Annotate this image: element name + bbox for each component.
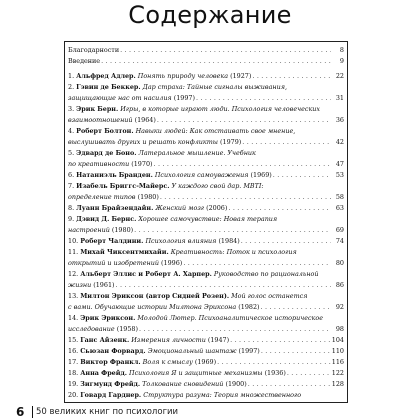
entry-year: (1947) [207, 336, 230, 344]
toc-entry [68, 126, 344, 148]
entry-author: Ганс Айзенк. [80, 336, 130, 344]
entry-line-1 [68, 181, 344, 192]
entry-line-1 [68, 214, 344, 225]
entry-book: Игры, в которые играют люди. Психология человеческих [120, 105, 321, 113]
leader-dots [248, 379, 331, 390]
entry-year: (1936) [264, 369, 286, 377]
entry-number: 3. [68, 105, 75, 113]
entry-line-1 [68, 291, 344, 302]
toc-entry [68, 346, 344, 357]
entry-book-cont: по креативности [68, 160, 130, 168]
entry-page: 63 [335, 204, 344, 212]
toc-entry [68, 56, 344, 67]
entry-heading [68, 335, 229, 346]
entry-author: Анна Фрейд. [80, 369, 127, 377]
entry-heading [68, 126, 295, 137]
leader-dots [183, 258, 331, 269]
entry-number: 13. [68, 292, 79, 300]
entry-page: 74 [335, 237, 344, 245]
entry-number: 19. [68, 380, 79, 388]
entry-heading [68, 214, 277, 225]
entry-line-1 [68, 390, 344, 401]
leader-dots [139, 324, 331, 335]
toc-entry [68, 82, 344, 104]
entry-page: 86 [335, 281, 344, 289]
entry-book-cont: защищающие нас от насилия [68, 94, 172, 102]
entry-year: (1969) [250, 171, 272, 179]
entry-continuation [68, 93, 195, 104]
entry-heading [68, 181, 264, 192]
entry-line-2 [68, 258, 344, 269]
entry-book: Дар страха: Тайные сигналы выживания, [142, 83, 288, 91]
toc-entry [68, 379, 344, 390]
entry-author: Зигмунд Фрейд. [80, 380, 141, 388]
entry-line-1 [68, 269, 344, 280]
entry-line-2 [68, 302, 344, 313]
entry-year: (1979) [220, 138, 242, 146]
entry-heading [68, 346, 260, 357]
toc-entry [68, 104, 344, 126]
entry-book: Эмоциональный шантаж [147, 347, 237, 355]
entry-title: Введение [68, 57, 101, 65]
leader-dots [241, 236, 331, 247]
entry-heading [68, 390, 301, 401]
entry-year: (1900) [225, 380, 247, 388]
entry-continuation [68, 137, 241, 148]
toc-entry [68, 181, 344, 203]
entry-heading [68, 203, 227, 214]
entry-page: 116 [331, 358, 344, 366]
toc-entry [68, 71, 344, 82]
entry-book-cont: открытий и изобретений [68, 259, 159, 267]
entry-book-cont: с вами. Обучающие истории Милтона Эриксона [68, 303, 237, 311]
entry-year: (1980) [111, 226, 134, 234]
entry-book: Креативность: Поток и психология [170, 248, 297, 256]
entry-year: (1927) [230, 72, 252, 80]
toc-entry [68, 170, 344, 181]
entry-book: Измерения личности [131, 336, 206, 344]
toc-entry [68, 203, 344, 214]
entry-year: (2006) [206, 204, 228, 212]
leader-dots [217, 357, 331, 368]
entry-continuation [68, 324, 138, 335]
entry-continuation [68, 225, 133, 236]
entry-year: (1997) [173, 94, 195, 102]
entry-page: 69 [335, 226, 344, 234]
entry-line-2 [68, 324, 344, 335]
entry-author: Роберт Болтон. [76, 127, 134, 135]
entry-year [114, 402, 135, 403]
entry-book-cont: определение типов [68, 193, 136, 201]
entry-heading [68, 269, 319, 280]
entry-author: Луанн Брайзендайн. [76, 204, 154, 212]
entry-book: Руководство по рациональной [213, 270, 319, 278]
entry-number: 16. [68, 347, 79, 355]
entry-line-1 [68, 82, 344, 93]
leader-dots [134, 225, 331, 236]
entry-author: Виктор Франкл. [80, 358, 141, 366]
entry-author: Эдвард де Боно. [76, 149, 137, 157]
entry-author: Роберт Чалдини. [80, 237, 144, 245]
leader-dots [261, 302, 331, 313]
entry-author: Эрик Берн. [76, 105, 119, 113]
entry-author: Милтон Эриксон (автор Сидней Розен). [80, 292, 230, 300]
entry-book: Психология влияния [145, 237, 217, 245]
entry-page: 36 [335, 116, 344, 124]
entry-page: 110 [331, 347, 344, 355]
entry-line-1 [68, 313, 344, 324]
entry-line-2 [68, 137, 344, 148]
entry-number: 14. [68, 314, 79, 322]
entry-page [332, 401, 344, 403]
entry-line-1 [68, 247, 344, 258]
entry-heading [68, 368, 286, 379]
entry-author: Альберт Эллис и Роберт А. Харпер. [80, 270, 212, 278]
table-of-contents [64, 41, 348, 403]
entry-number: 8. [68, 204, 75, 212]
entry-author: Говард Гарднер. [80, 391, 142, 399]
footer-book-title: 50 великих книг по психологии [36, 407, 179, 417]
entry-year: (1961) [93, 281, 115, 289]
leader-dots [228, 203, 331, 214]
entry-number: 10. [68, 237, 79, 245]
entry-book: Навыки людей: Как отстаивать свое мнение, [135, 127, 296, 135]
leader-dots [157, 115, 331, 126]
entry-book: Воля к смыслу [142, 358, 193, 366]
entry-book: Понять природу человека [137, 72, 229, 80]
entry-heading [68, 247, 297, 258]
entry-heading [68, 82, 287, 93]
entry-book: Латеральное мышление. Учебник [138, 149, 256, 157]
toc-entry [68, 335, 344, 346]
entry-continuation [68, 280, 115, 291]
toc-entry [68, 247, 344, 269]
leader-dots [120, 45, 331, 56]
entry-author: Сьюзан Форвард. [80, 347, 146, 355]
leader-dots [230, 335, 331, 346]
entry-number: 5. [68, 149, 75, 157]
entry-book: Молодой Лютер. Психоаналитическое историческое [137, 314, 323, 322]
entry-page: 122 [331, 369, 344, 377]
entry-book-cont: настроений [68, 226, 110, 234]
entry-year: (1958) [116, 325, 138, 333]
entry-year: (1964) [134, 116, 156, 124]
entry-page: 31 [335, 94, 344, 102]
entry-number: 2. [68, 83, 75, 91]
entry-continuation [68, 192, 159, 203]
toc-entry [68, 357, 344, 368]
leader-dots [160, 192, 331, 203]
leader-dots [101, 56, 331, 67]
entry-book: Мой голос останется [231, 292, 308, 300]
entry-line-2 [68, 159, 344, 170]
entry-page: 42 [335, 138, 344, 146]
toc-entry [68, 269, 344, 291]
entry-line-1 [68, 148, 344, 159]
toc-entry [68, 148, 344, 170]
entry-author: Гэвин де Беккер. [76, 83, 141, 91]
entry-page: 58 [335, 193, 344, 201]
entry-author: Эрик Эриксон. [80, 314, 136, 322]
footer-divider [32, 406, 33, 418]
toc-entry [68, 214, 344, 236]
entry-number: 1. [68, 72, 75, 80]
entry-heading [68, 313, 323, 324]
entry-book: Женский мозг [155, 204, 205, 212]
entry-year: (1997) [238, 347, 260, 355]
entry-book: Толкование сновидений [142, 380, 224, 388]
toc-entry [68, 390, 344, 403]
toc-entry [68, 313, 344, 335]
leader-dots [273, 170, 331, 181]
entry-book: Хорошее самочувствие: Новая терапия [138, 215, 278, 223]
entry-book-cont: исследование [68, 325, 115, 333]
entry-heading [68, 71, 251, 82]
leader-dots [261, 346, 331, 357]
entry-number: 4. [68, 127, 75, 135]
entry-line-2 [68, 401, 344, 403]
entry-heading [68, 357, 216, 368]
entry-number: 11. [68, 248, 79, 256]
entry-page: 98 [335, 325, 344, 333]
entry-book-cont: взаимоотношений [68, 116, 133, 124]
leader-dots [242, 137, 331, 148]
leader-dots [136, 401, 331, 403]
entry-year: (1996) [161, 259, 183, 267]
entry-heading [68, 379, 247, 390]
entry-author: Альфред Адлер. [76, 72, 136, 80]
entry-book-cont: выслушивать других и решать конфликты [68, 138, 218, 146]
toc-entry [68, 368, 344, 379]
entry-book-cont [68, 402, 112, 403]
entry-number: 6. [68, 171, 75, 179]
leader-dots [287, 368, 331, 379]
entry-line-1 [68, 104, 344, 115]
entry-author: Натаниэль Бранден. [76, 171, 153, 179]
leader-dots [196, 93, 331, 104]
entry-book-cont: жизни [68, 281, 92, 289]
entry-heading [68, 236, 240, 247]
entry-continuation [68, 401, 135, 403]
entry-page: 128 [331, 380, 344, 388]
entry-page: 9 [339, 57, 344, 65]
leader-dots [252, 71, 331, 82]
entry-number: 20. [68, 391, 79, 399]
entry-number: 18. [68, 369, 79, 377]
entry-page: 92 [335, 303, 344, 311]
entry-page: 53 [335, 171, 344, 179]
entry-year: (1970) [131, 160, 153, 168]
leader-dots [154, 159, 331, 170]
entry-number: 9. [68, 215, 75, 223]
entry-heading [68, 104, 320, 115]
entry-line-2 [68, 280, 344, 291]
entry-line-2 [68, 192, 344, 203]
entry-author: Изабель Бриггс-Майерс. [76, 182, 170, 190]
entry-continuation [68, 159, 153, 170]
entry-heading [68, 148, 256, 159]
entry-year: (1984) [218, 237, 240, 245]
entry-continuation [68, 258, 182, 269]
entry-book: Психология Я и защитные механизмы [129, 369, 263, 377]
entry-continuation [68, 115, 156, 126]
entry-page: 104 [331, 336, 344, 344]
entry-author: Михай Чиксентмихайи. [80, 248, 169, 256]
entry-heading [68, 170, 272, 181]
entry-title: Благодарности [68, 46, 120, 54]
entry-heading [68, 291, 307, 302]
entry-line-2 [68, 93, 344, 104]
toc-entry [68, 236, 344, 247]
toc-entry [68, 45, 344, 56]
entry-continuation [68, 302, 260, 313]
entry-line-2 [68, 225, 344, 236]
entry-book: У каждого свой дар. MBTI: [171, 182, 264, 190]
entry-page: 8 [339, 46, 344, 54]
entry-page: 80 [335, 259, 344, 267]
entry-line-2 [68, 115, 344, 126]
toc-entry [68, 291, 344, 313]
entry-year: (1969) [194, 358, 217, 366]
entry-number: 7. [68, 182, 75, 190]
leader-dots [116, 280, 331, 291]
entry-year: (1980) [137, 193, 159, 201]
entry-page: 22 [335, 72, 344, 80]
entry-number: 15. [68, 336, 79, 344]
entry-line-1 [68, 126, 344, 137]
entry-year: (1982) [238, 303, 260, 311]
entry-book: Психология самоуважения [154, 171, 249, 179]
entry-number: 12. [68, 270, 79, 278]
page-title: Содержание [128, 1, 292, 29]
entry-page: 47 [335, 160, 344, 168]
page-footer [0, 404, 420, 420]
entry-author: Дэвид Д. Бернс. [76, 215, 137, 223]
entry-book: Структура разума: Теория множественного [143, 391, 302, 399]
entry-number: 17. [68, 358, 79, 366]
footer-page-number: 6 [16, 405, 25, 419]
